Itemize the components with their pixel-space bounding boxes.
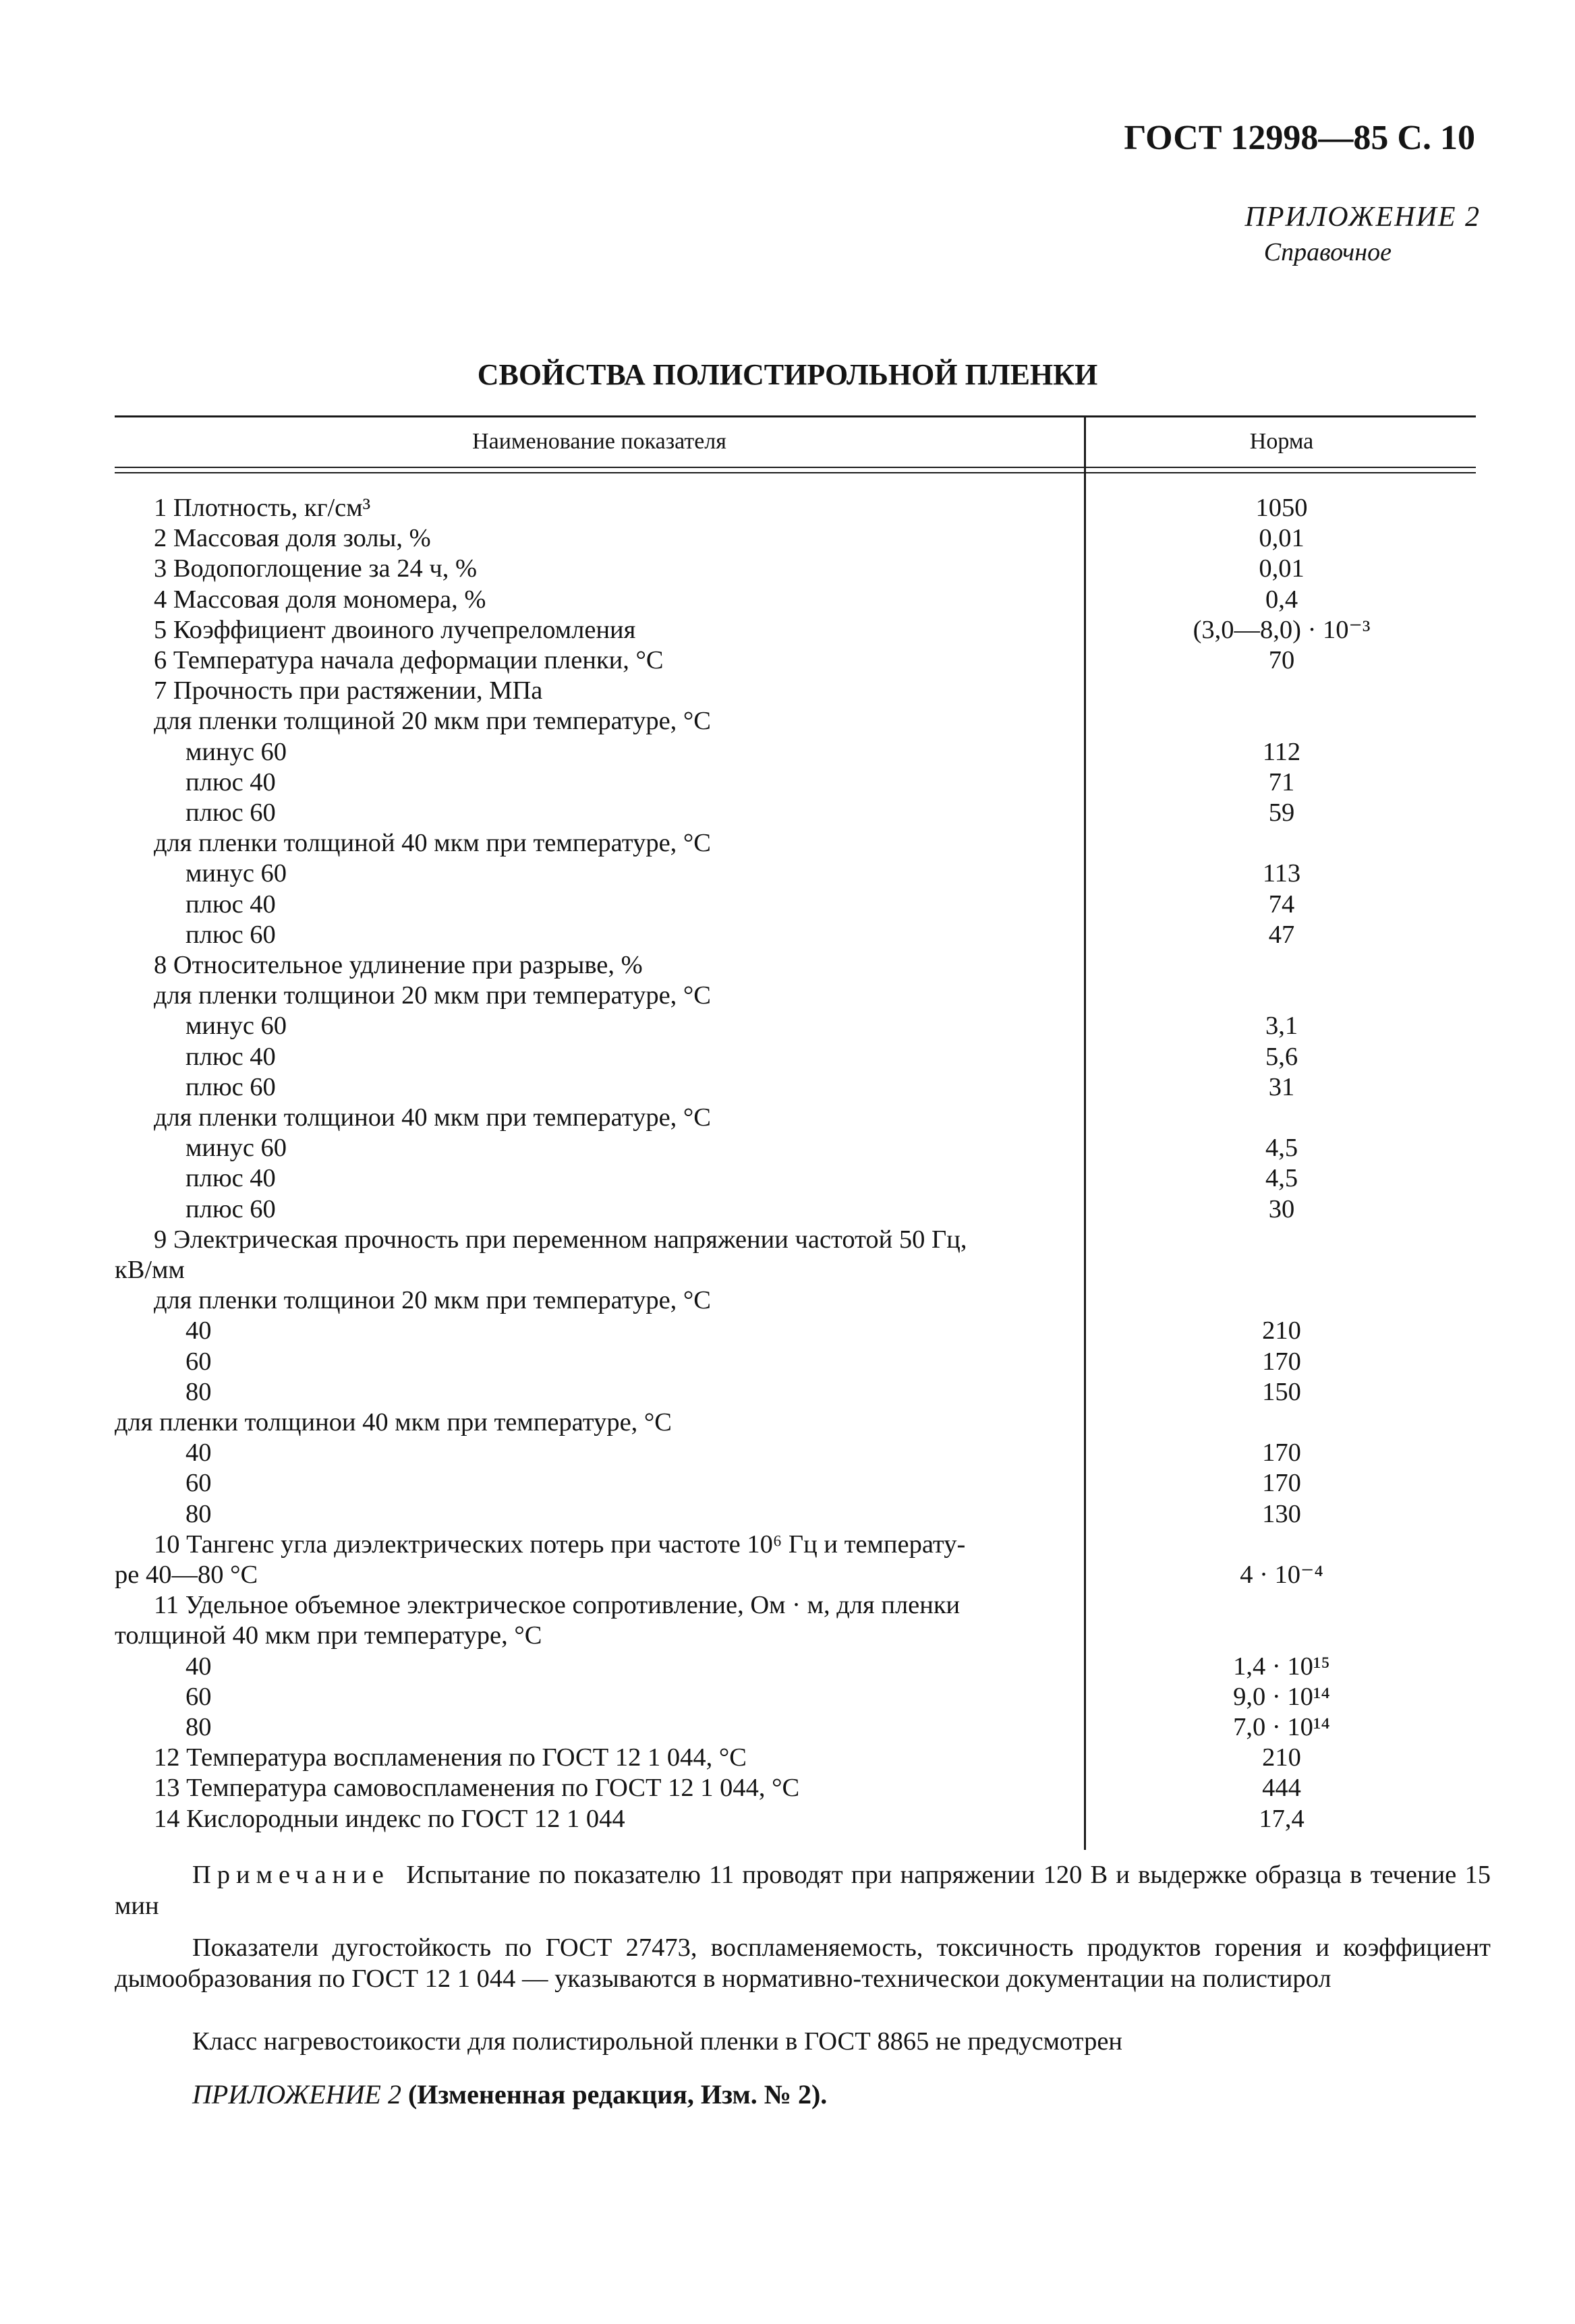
norm-value: 113 [1262,859,1301,888]
table-header-double-rule [115,467,1476,468]
indicator-name: минус 60 [185,1012,287,1041]
table-row [0,1347,1575,1377]
norm-value: 170 [1262,1347,1301,1376]
indicator-name: 9 Электрическая прочность при переменном напряжении частотой 50 Гц, [154,1225,967,1254]
indicator-name: 2 Массовая доля золы, % [154,524,431,553]
table-row [0,1285,1575,1316]
table-row [0,1194,1575,1225]
table-row [0,554,1575,584]
indicator-name: плюс 40 [185,1042,276,1071]
indicator-name: для пленки толщинои 20 мкм при температуре, °С [154,1286,711,1315]
appendix-type: Справочное [1263,238,1392,266]
footer-appendix: ПРИЛОЖЕНИЕ 2 [192,2079,401,2110]
norm-value: 71 [1268,767,1295,796]
indicator-name: 80 [185,1713,212,1741]
indicator-name: плюс 40 [185,767,276,796]
indicator-name: минус 60 [185,859,287,888]
indicator-name: кВ/мм [115,1256,185,1284]
indicator-name: 1 Плотность, кг/см³ [154,494,371,522]
norm-value: 31 [1268,1072,1295,1101]
norm-value: 30 [1268,1194,1295,1223]
table-row [0,920,1575,950]
indicator-name: 12 Температура воспламенения по ГОСТ 12 1 044, °С [154,1743,747,1772]
table-row [0,1225,1575,1255]
indicator-name: минус 60 [185,1134,287,1163]
indicator-name: 80 [185,1499,212,1528]
table-row [0,676,1575,706]
table-row [0,1133,1575,1163]
indicator-name: плюс 60 [185,1072,276,1101]
table-row [0,859,1575,889]
table-row [0,1468,1575,1499]
table-row [0,1804,1575,1834]
norm-value: 0,4 [1265,585,1298,614]
indicator-name: для пленки толщинои 20 мкм при температуре, °С [154,981,711,1010]
table-row [0,1103,1575,1133]
indicator-name: 60 [185,1682,212,1711]
norm-value: 7,0 · 10¹⁴ [1233,1713,1330,1741]
table-row [0,1682,1575,1712]
indicator-name: 5 Коэффициент двоиного лучепреломления [154,615,636,644]
indicator-name: 60 [185,1469,212,1498]
norm-value: 70 [1268,646,1295,674]
indicator-name: плюс 40 [185,1164,276,1193]
table-row [0,523,1575,554]
table-row [0,828,1575,859]
column-header-norm: Норма [1249,429,1314,454]
table-row [0,1255,1575,1285]
indicator-name: плюс 40 [185,890,276,919]
column-header-name: Наименование показателя [472,429,726,454]
table-row [0,1072,1575,1103]
norm-value: 4 · 10⁻⁴ [1240,1561,1323,1589]
table-row [0,1407,1575,1438]
table-row [0,890,1575,920]
norm-value: 17,4 [1259,1804,1305,1833]
indicator-name: для пленки толщиной 40 мкм при температуре, °С [154,829,711,858]
norm-value: 210 [1262,1316,1301,1345]
indicator-name: плюс 60 [185,1194,276,1223]
indicator-name: 6 Температура начала деформации пленки, °С [154,646,664,674]
indicator-name: 3 Водопоглощение за 24 ч, % [154,554,478,583]
norm-value: 47 [1268,920,1295,949]
table-row [0,1042,1575,1072]
indicator-name: толщиной 40 мкм при температуре, °С [115,1621,542,1650]
table-row [0,1438,1575,1468]
table-row [0,1316,1575,1346]
table-row [0,645,1575,676]
norm-value: 444 [1262,1774,1301,1803]
table-top-rule [115,415,1476,417]
table-row [0,737,1575,767]
note-1 [115,1859,1491,1921]
table-row [0,1621,1575,1651]
appendix-label: ПРИЛОЖЕНИЕ 2 [1244,202,1481,233]
indicator-name: 4 Массовая доля мономера, % [154,585,486,614]
table-row [0,981,1575,1011]
table-row [0,1163,1575,1194]
table-row [0,767,1575,798]
note-label: Примечание [192,1861,390,1889]
note-1-text: Испытание по показателю 11 проводят при напряжении 120 В и выдержке образца в течение 15 мин [115,1861,1491,1920]
indicator-name: для пленки толщинои 40 мкм при температуре, °С [154,1103,711,1132]
norm-value: 0,01 [1259,524,1305,553]
norm-value: 130 [1262,1499,1301,1528]
table-row [0,1530,1575,1560]
page-title: СВОЙСТВА ПОЛИСТИРОЛЬНОЙ ПЛЕНКИ [477,358,1098,391]
table-row [0,1377,1575,1407]
table-row [0,1773,1575,1803]
table-row [0,706,1575,736]
norm-value: 4,5 [1265,1164,1298,1193]
indicator-name: 14 Кислородныи индекс по ГОСТ 12 1 044 [154,1804,625,1833]
indicator-name: 60 [185,1347,212,1376]
indicator-name: 40 [185,1652,212,1681]
indicator-name: 10 Тангенс угла диэлектрических потерь при частоте 10⁶ Гц и температу- [154,1530,966,1559]
norm-value: 150 [1262,1377,1301,1406]
table-row [0,1499,1575,1530]
indicator-name: для пленки толщинои 40 мкм при температуре, °С [115,1408,672,1436]
table-row [0,1712,1575,1743]
indicator-name: ре 40—80 °С [115,1561,258,1589]
norm-value: 3,1 [1265,1012,1298,1041]
norm-value: 5,6 [1265,1042,1298,1071]
footer-change-note [192,2079,827,2110]
norm-value: 210 [1262,1743,1301,1772]
norm-value: 170 [1262,1469,1301,1498]
norm-value: 1050 [1255,494,1308,522]
note-3: Класс нагревостоикости для полистирольной пленки в ГОСТ 8865 не предусмотрен [192,2027,1123,2056]
indicator-name: плюс 60 [185,920,276,949]
table-row [0,585,1575,615]
table-row [0,1743,1575,1773]
table-row [0,950,1575,981]
note-2: Показатели дугостойкость по ГОСТ 27473, воспламеняемость, токсичность продуктов горения и коэффициент дымообразования по ГОСТ 12 1 044 — указываются в нормативно-техническои документации на полистирол [115,1934,1491,1993]
indicator-name: 80 [185,1377,212,1406]
table-row [0,615,1575,645]
norm-value: 0,01 [1259,554,1305,583]
indicator-name: 40 [185,1439,212,1468]
indicator-name: для пленки толщиной 20 мкм при температуре, °С [154,707,711,736]
indicator-name: 40 [185,1316,212,1345]
document-reference: ГОСТ 12998—85 С. 10 [1124,119,1475,157]
norm-value: (3,0—8,0) · 10⁻³ [1193,615,1371,644]
indicator-name: минус 60 [185,737,287,766]
norm-value: 74 [1268,890,1295,919]
norm-value: 1,4 · 10¹⁵ [1233,1652,1330,1681]
footer-change: (Измененная редакция, Изм. № 2). [407,2079,828,2110]
table-header-double-rule-lower [115,472,1476,473]
indicator-name: 8 Относительное удлинение при разрыве, % [154,951,643,979]
table-row [0,798,1575,828]
table-row [0,1560,1575,1590]
indicator-name: 7 Прочность при растяжении, МПа [154,676,543,705]
indicator-name: 13 Температура самовоспламенения по ГОСТ 12 1 044, °С [154,1774,800,1803]
norm-value: 59 [1268,798,1295,827]
table-row [0,1011,1575,1041]
norm-value: 170 [1262,1439,1301,1468]
indicator-name: 11 Удельное объемное электрическое сопротивление, Ом · м, для пленки [154,1591,961,1620]
table-row [0,1590,1575,1621]
table-row [0,1652,1575,1682]
table-row [0,493,1575,523]
norm-value: 4,5 [1265,1134,1298,1163]
norm-value: 112 [1262,737,1301,766]
norm-value: 9,0 · 10¹⁴ [1233,1682,1330,1711]
indicator-name: плюс 60 [185,798,276,827]
